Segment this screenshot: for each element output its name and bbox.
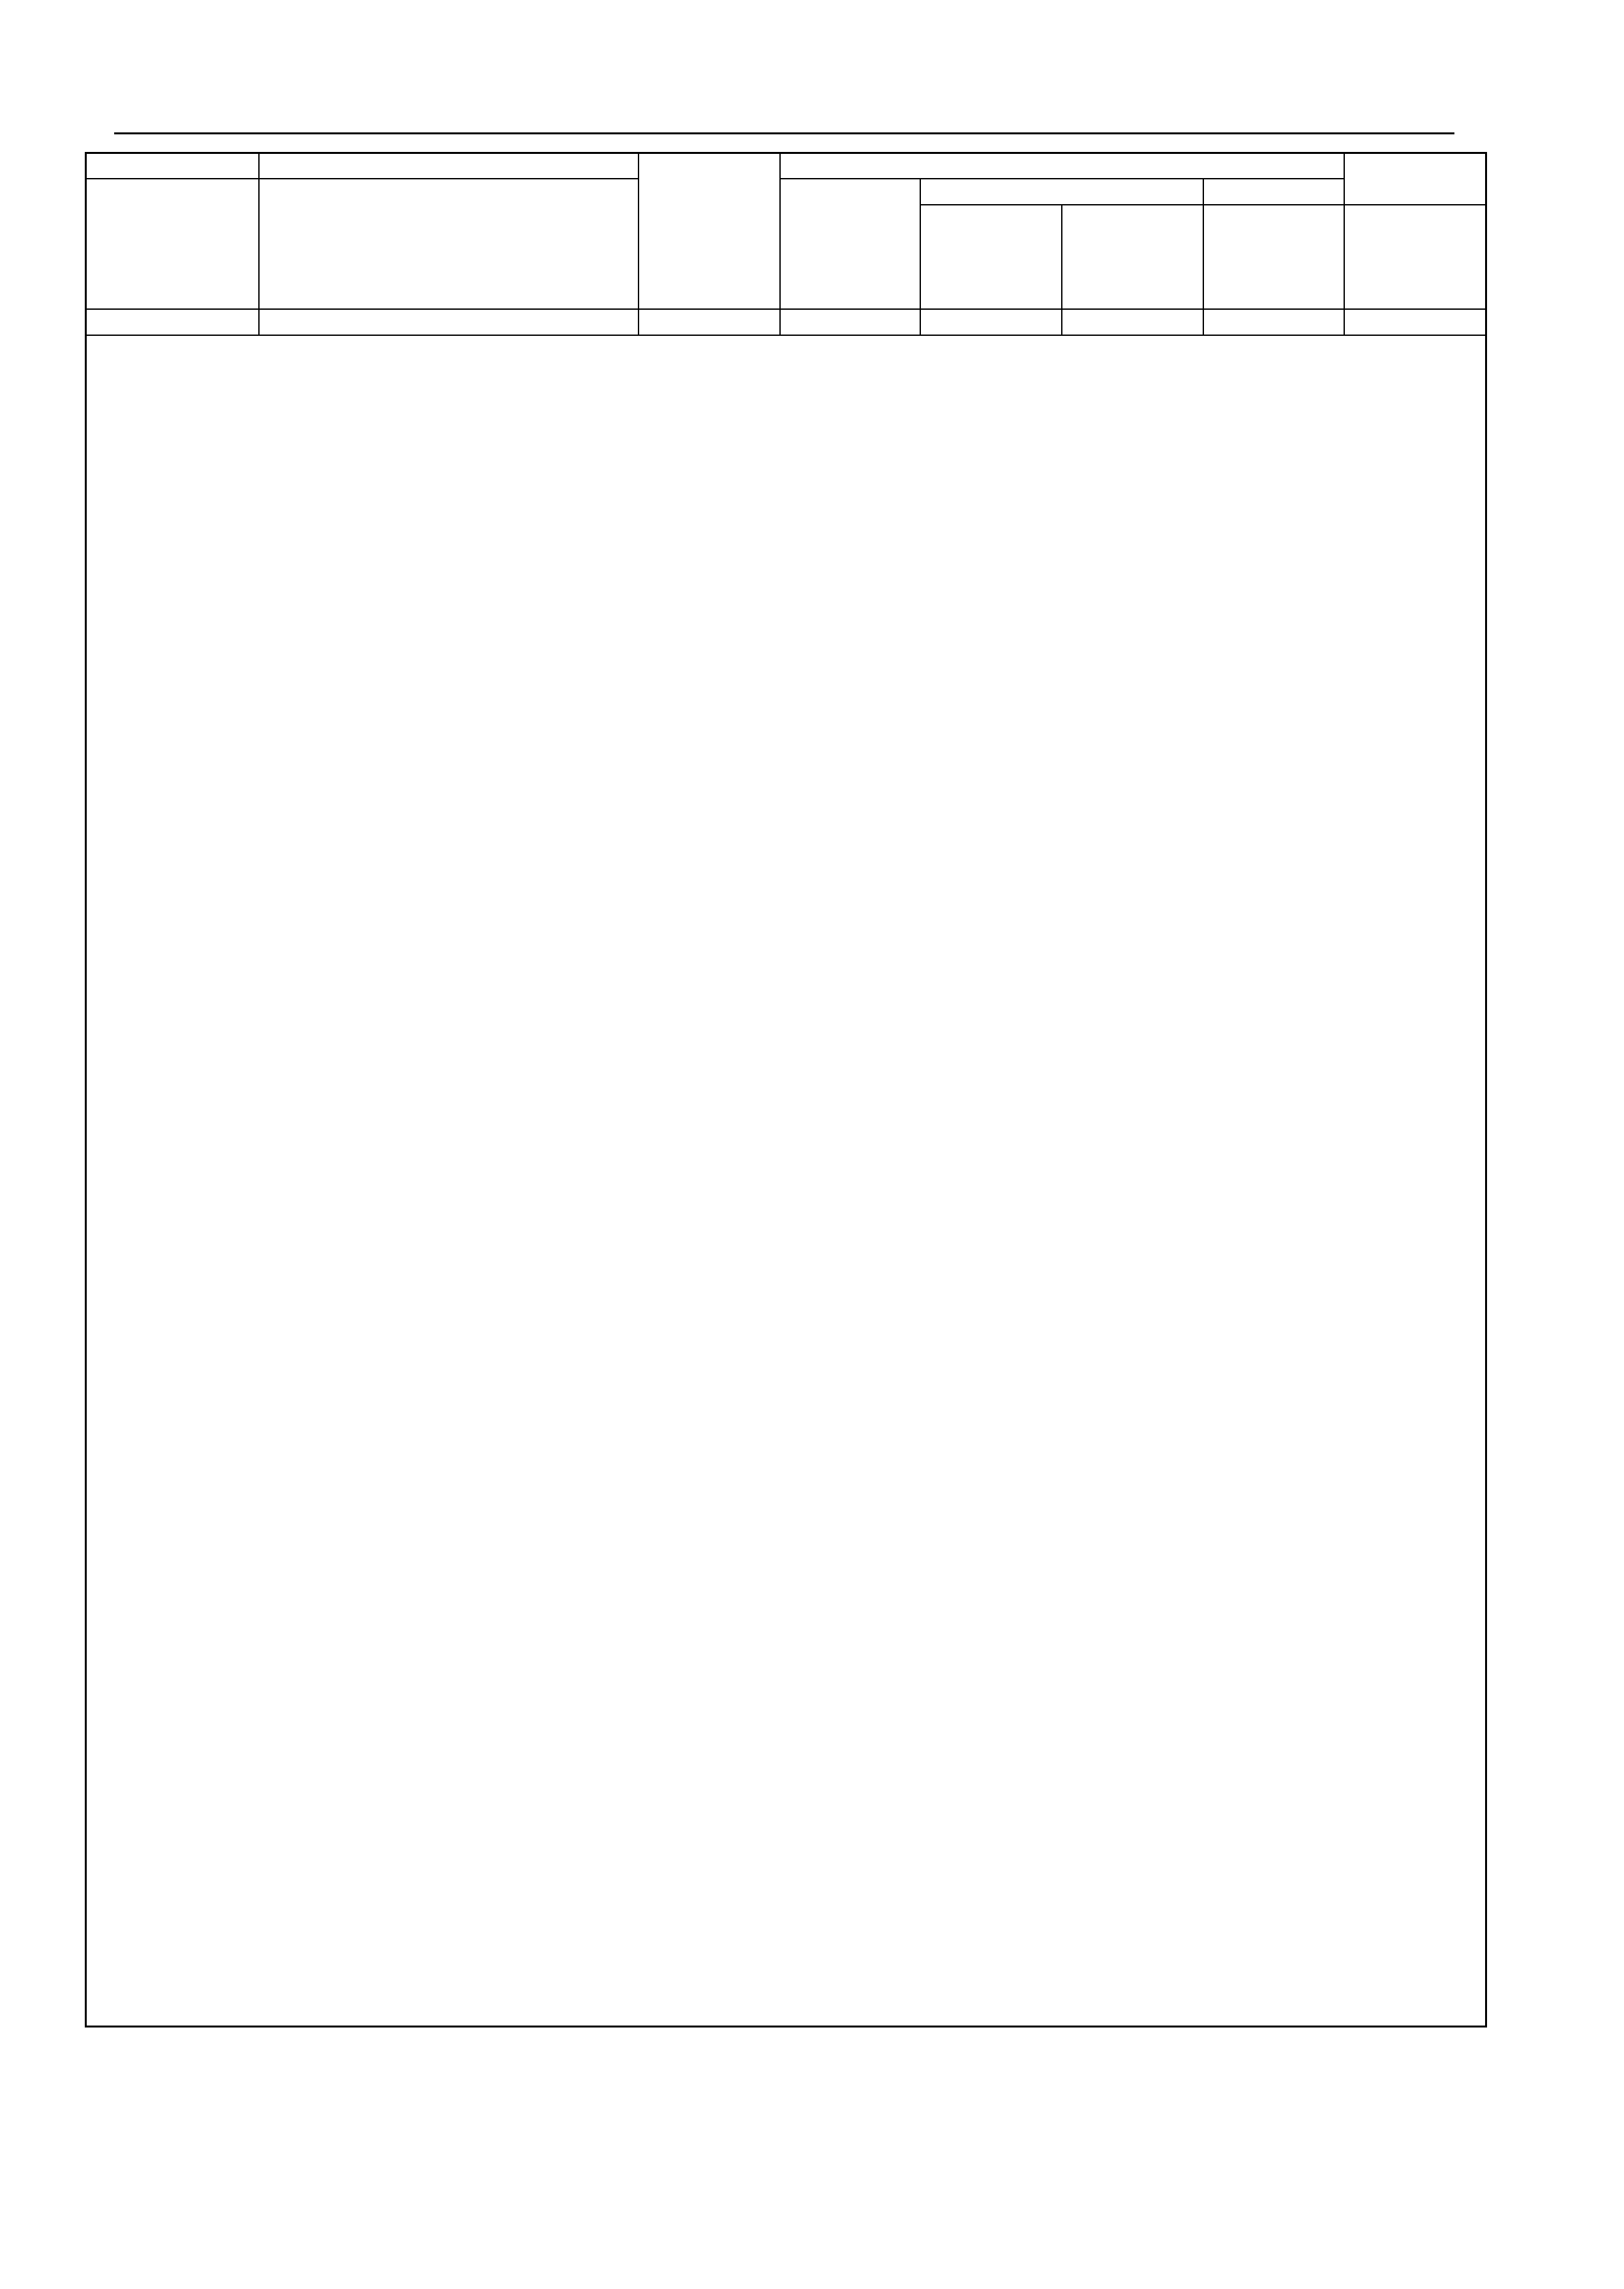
col-num — [1062, 309, 1203, 335]
col-direct-cost — [639, 153, 781, 309]
col-machinist-pay — [1062, 205, 1203, 309]
header-rule — [114, 132, 1454, 134]
col-num — [780, 309, 920, 335]
page-frame — [85, 152, 1487, 2027]
col-material-name — [259, 179, 639, 309]
column-header — [85, 152, 1486, 336]
col-materials — [1203, 179, 1345, 205]
col-num — [1344, 309, 1486, 335]
col-including — [780, 153, 1344, 179]
col-num — [920, 309, 1062, 335]
col-num — [85, 309, 259, 335]
col-machines-total — [920, 205, 1062, 309]
col-machines — [920, 179, 1203, 205]
col-material-consumption — [1203, 205, 1345, 309]
col-work-name — [259, 153, 639, 179]
col-worker-pay — [780, 179, 920, 309]
col-rate-number — [85, 153, 259, 179]
col-labor-costs — [1344, 153, 1486, 205]
col-num — [259, 309, 639, 335]
col-material-code — [85, 179, 259, 309]
col-num — [1203, 309, 1345, 335]
col-num — [639, 309, 781, 335]
col-equipment-mass — [1344, 205, 1486, 309]
